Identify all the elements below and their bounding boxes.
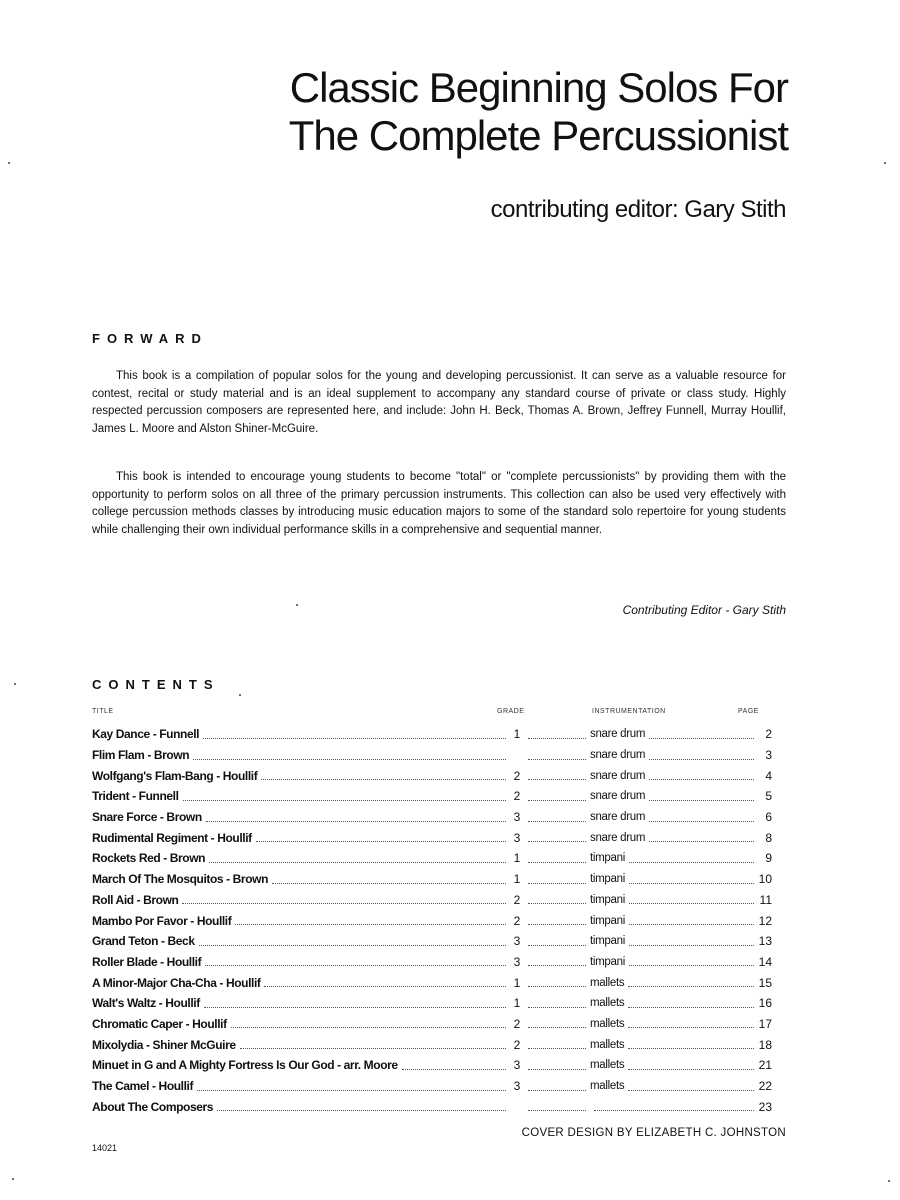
dot-leader xyxy=(628,1007,754,1008)
dot-leader xyxy=(594,1110,754,1111)
entry-instrument: mallets xyxy=(590,997,625,1010)
entry-page: 16 xyxy=(758,996,772,1011)
contents-entry xyxy=(92,910,794,931)
dot-leader xyxy=(628,1090,754,1091)
entry-page: 5 xyxy=(765,789,772,804)
dot-leader xyxy=(528,1048,586,1049)
contributing-editor: contributing editor: Gary Stith xyxy=(490,196,786,223)
entry-instrument: timpani xyxy=(590,935,625,948)
dot-leader xyxy=(206,821,506,822)
title-line-2: The Complete Percussionist xyxy=(288,112,788,159)
entry-page: 2 xyxy=(765,727,772,742)
entry-instrument: snare drum xyxy=(590,728,646,741)
entry-page: 11 xyxy=(759,892,772,907)
dot-leader xyxy=(272,883,506,884)
dot-leader xyxy=(649,759,754,760)
contents-entry xyxy=(92,807,794,828)
dot-leader xyxy=(182,903,506,904)
entry-title: March Of The Mosquitos - Brown xyxy=(92,872,268,887)
contents-entry xyxy=(92,1034,794,1055)
entry-title: Trident - Funnell xyxy=(92,789,179,804)
entry-instrument: mallets xyxy=(590,1038,625,1051)
entry-instrument: snare drum xyxy=(590,749,646,762)
forward-heading: FORWARD xyxy=(92,331,208,346)
dot-leader xyxy=(629,903,754,904)
entry-title: Rudimental Regiment - Houllif xyxy=(92,830,252,845)
entry-title: Mixolydia - Shiner McGuire xyxy=(92,1037,236,1052)
entry-grade: 2 xyxy=(513,1016,521,1031)
contents-entry xyxy=(92,1076,794,1097)
entry-instrument: snare drum xyxy=(590,811,646,824)
contents-entry xyxy=(92,765,794,786)
entry-instrument: timpani xyxy=(590,955,625,968)
scan-speck xyxy=(296,604,298,606)
dot-leader xyxy=(203,738,506,739)
dot-leader xyxy=(649,779,754,780)
entry-title: Minuet in G and A Mighty Fortress Is Our God - arr. Moore xyxy=(92,1058,398,1073)
dot-leader xyxy=(629,862,754,863)
dot-leader xyxy=(528,779,586,780)
entry-instrument: mallets xyxy=(590,1017,625,1030)
entry-title: Roller Blade - Houllif xyxy=(92,954,202,969)
contents-entry xyxy=(92,1014,794,1035)
entry-page: 21 xyxy=(758,1058,772,1073)
contents-entry xyxy=(92,745,794,766)
entry-page: 9 xyxy=(765,851,772,866)
entry-title: About The Composers xyxy=(92,1099,214,1114)
dot-leader xyxy=(235,924,506,925)
contents-entry xyxy=(92,1096,794,1117)
contents-entry xyxy=(92,869,794,890)
dot-leader xyxy=(264,986,506,987)
dot-leader xyxy=(629,945,754,946)
dot-leader xyxy=(629,883,754,884)
entry-page: 10 xyxy=(758,872,772,887)
dot-leader xyxy=(649,738,754,739)
dot-leader xyxy=(628,1027,754,1028)
cover-credit: COVER DESIGN BY ELIZABETH C. JOHNSTON xyxy=(521,1127,786,1139)
scan-speck xyxy=(12,1178,14,1180)
dot-leader xyxy=(528,821,586,822)
dot-leader xyxy=(528,903,586,904)
dot-leader xyxy=(528,738,586,739)
dot-leader xyxy=(256,841,506,842)
dot-leader xyxy=(261,779,506,780)
dot-leader xyxy=(199,945,506,946)
entry-instrument: snare drum xyxy=(590,769,646,782)
entry-grade: 3 xyxy=(513,934,521,949)
entry-grade: 3 xyxy=(513,1058,521,1073)
dot-leader xyxy=(204,1007,506,1008)
dot-leader xyxy=(217,1110,506,1111)
dot-leader xyxy=(183,800,506,801)
entry-grade: 3 xyxy=(513,954,521,969)
scan-speck xyxy=(8,162,10,164)
entry-title: Wolfgang's Flam-Bang - Houllif xyxy=(92,768,258,783)
dot-leader xyxy=(528,862,586,863)
dot-leader xyxy=(528,800,586,801)
entry-instrument: timpani xyxy=(590,873,625,886)
contents-list xyxy=(92,724,794,1117)
contents-entry xyxy=(92,724,794,745)
contents-entry xyxy=(92,827,794,848)
entry-title: Grand Teton - Beck xyxy=(92,934,195,949)
dot-leader xyxy=(528,965,586,966)
entry-grade: 3 xyxy=(513,810,521,825)
dot-leader xyxy=(209,862,506,863)
entry-title: A Minor-Major Cha-Cha - Houllif xyxy=(92,975,261,990)
entry-page: 15 xyxy=(758,975,772,990)
scan-speck xyxy=(884,162,886,164)
entry-title: Mambo Por Favor - Houllif xyxy=(92,913,232,928)
dot-leader xyxy=(205,965,506,966)
title-line-1: Classic Beginning Solos For xyxy=(289,64,788,111)
entry-instrument: mallets xyxy=(590,976,625,989)
entry-title: Walt's Waltz - Houllif xyxy=(92,996,200,1011)
entry-grade: 1 xyxy=(513,975,521,990)
contents-entry xyxy=(92,972,794,993)
entry-page: 3 xyxy=(765,748,772,763)
editor-signature: Contributing Editor - Gary Stith xyxy=(622,603,786,617)
entry-grade: 3 xyxy=(513,1079,521,1094)
contents-entry xyxy=(92,848,794,869)
dot-leader xyxy=(197,1090,506,1091)
entry-grade: 1 xyxy=(513,996,521,1011)
dot-leader xyxy=(528,759,586,760)
contents-entry xyxy=(92,1055,794,1076)
entry-page: 12 xyxy=(758,913,772,928)
entry-title: Snare Force - Brown xyxy=(92,810,202,825)
entry-grade: 1 xyxy=(513,727,521,742)
dot-leader xyxy=(628,1048,754,1049)
dot-leader xyxy=(628,1069,754,1070)
entry-title: Flim Flam - Brown xyxy=(92,748,190,763)
entry-page: 8 xyxy=(765,830,772,845)
contents-entry xyxy=(92,786,794,807)
dot-leader xyxy=(528,924,586,925)
forward-paragraph-2: This book is intended to encourage young students to become "total" or "complete percussionists" by providing them with the opportunity to perform solos on all three of the primary percussion instruments. This collection can also be used very effectively with college percussion methods classes by introducing music education majors to some of the standard solo repertoire for young students while challenging their own individual performance skills in a comprehensive and sequential manner. xyxy=(92,471,786,536)
dot-leader xyxy=(528,1007,586,1008)
entry-title: Kay Dance - Funnell xyxy=(92,727,200,742)
entry-title: Rockets Red - Brown xyxy=(92,851,206,866)
column-header-title: TITLE xyxy=(92,708,114,715)
entry-instrument: mallets xyxy=(590,1059,625,1072)
dot-leader xyxy=(528,986,586,987)
entry-page: 22 xyxy=(758,1079,772,1094)
dot-leader xyxy=(240,1048,506,1049)
catalog-number: 14021 xyxy=(92,1143,118,1153)
entry-grade: 2 xyxy=(513,789,521,804)
entry-grade: 1 xyxy=(513,872,521,887)
entry-grade: 1 xyxy=(513,851,521,866)
entry-grade: 2 xyxy=(513,768,521,783)
entry-page: 18 xyxy=(758,1037,772,1052)
dot-leader xyxy=(528,1069,586,1070)
entry-page: 13 xyxy=(758,934,772,949)
dot-leader xyxy=(528,1027,586,1028)
scan-speck xyxy=(14,683,16,685)
contents-entry xyxy=(92,993,794,1014)
entry-page: 14 xyxy=(758,954,772,969)
entry-grade: 2 xyxy=(513,892,521,907)
column-header-grade: GRADE xyxy=(497,708,525,715)
dot-leader xyxy=(628,986,754,987)
scan-speck xyxy=(239,694,241,696)
column-header-instrumentation: INSTRUMENTATION xyxy=(592,708,666,715)
dot-leader xyxy=(629,965,754,966)
dot-leader xyxy=(231,1027,506,1028)
dot-leader xyxy=(528,1110,586,1111)
entry-grade: 2 xyxy=(513,1037,521,1052)
contents-heading: CONTENTS xyxy=(92,677,220,692)
entry-instrument: timpani xyxy=(590,893,625,906)
entry-grade: 3 xyxy=(513,830,521,845)
dot-leader xyxy=(402,1069,506,1070)
entry-title: Chromatic Caper - Houllif xyxy=(92,1016,227,1031)
dot-leader xyxy=(629,924,754,925)
entry-page: 4 xyxy=(765,768,772,783)
entry-title: Roll Aid - Brown xyxy=(92,892,179,907)
entry-instrument: timpani xyxy=(590,852,625,865)
dot-leader xyxy=(528,841,586,842)
dot-leader xyxy=(528,945,586,946)
dot-leader xyxy=(649,821,754,822)
entry-instrument: snare drum xyxy=(590,831,646,844)
forward-paragraph-1: This book is a compilation of popular solos for the young and developing percussionist. It can serve as a valuable resource for contest, recital or study material and is an ideal supplement to accompany any standard course of private or class study. Highly respected percussion composers are represented here, and include: John H. Beck, Thomas A. Brown, Jeffrey Funnell, Murray Houllif, James L. Moore and Alston Shiner-McGuire. xyxy=(92,370,786,435)
entry-title: The Camel - Houllif xyxy=(92,1079,194,1094)
dot-leader xyxy=(193,759,506,760)
entry-instrument: snare drum xyxy=(590,790,646,803)
dot-leader xyxy=(649,841,754,842)
entry-instrument: mallets xyxy=(590,1080,625,1093)
dot-leader xyxy=(528,883,586,884)
column-header-page: PAGE xyxy=(738,708,759,715)
contents-entry xyxy=(92,890,794,911)
dot-leader xyxy=(649,800,754,801)
dot-leader xyxy=(528,1090,586,1091)
contents-entry xyxy=(92,952,794,973)
entry-page: 17 xyxy=(758,1016,772,1031)
entry-grade: 2 xyxy=(513,913,521,928)
entry-instrument: timpani xyxy=(590,914,625,927)
entry-page: 23 xyxy=(758,1099,772,1114)
contents-entry xyxy=(92,931,794,952)
entry-page: 6 xyxy=(765,810,772,825)
scan-speck xyxy=(888,1180,890,1182)
